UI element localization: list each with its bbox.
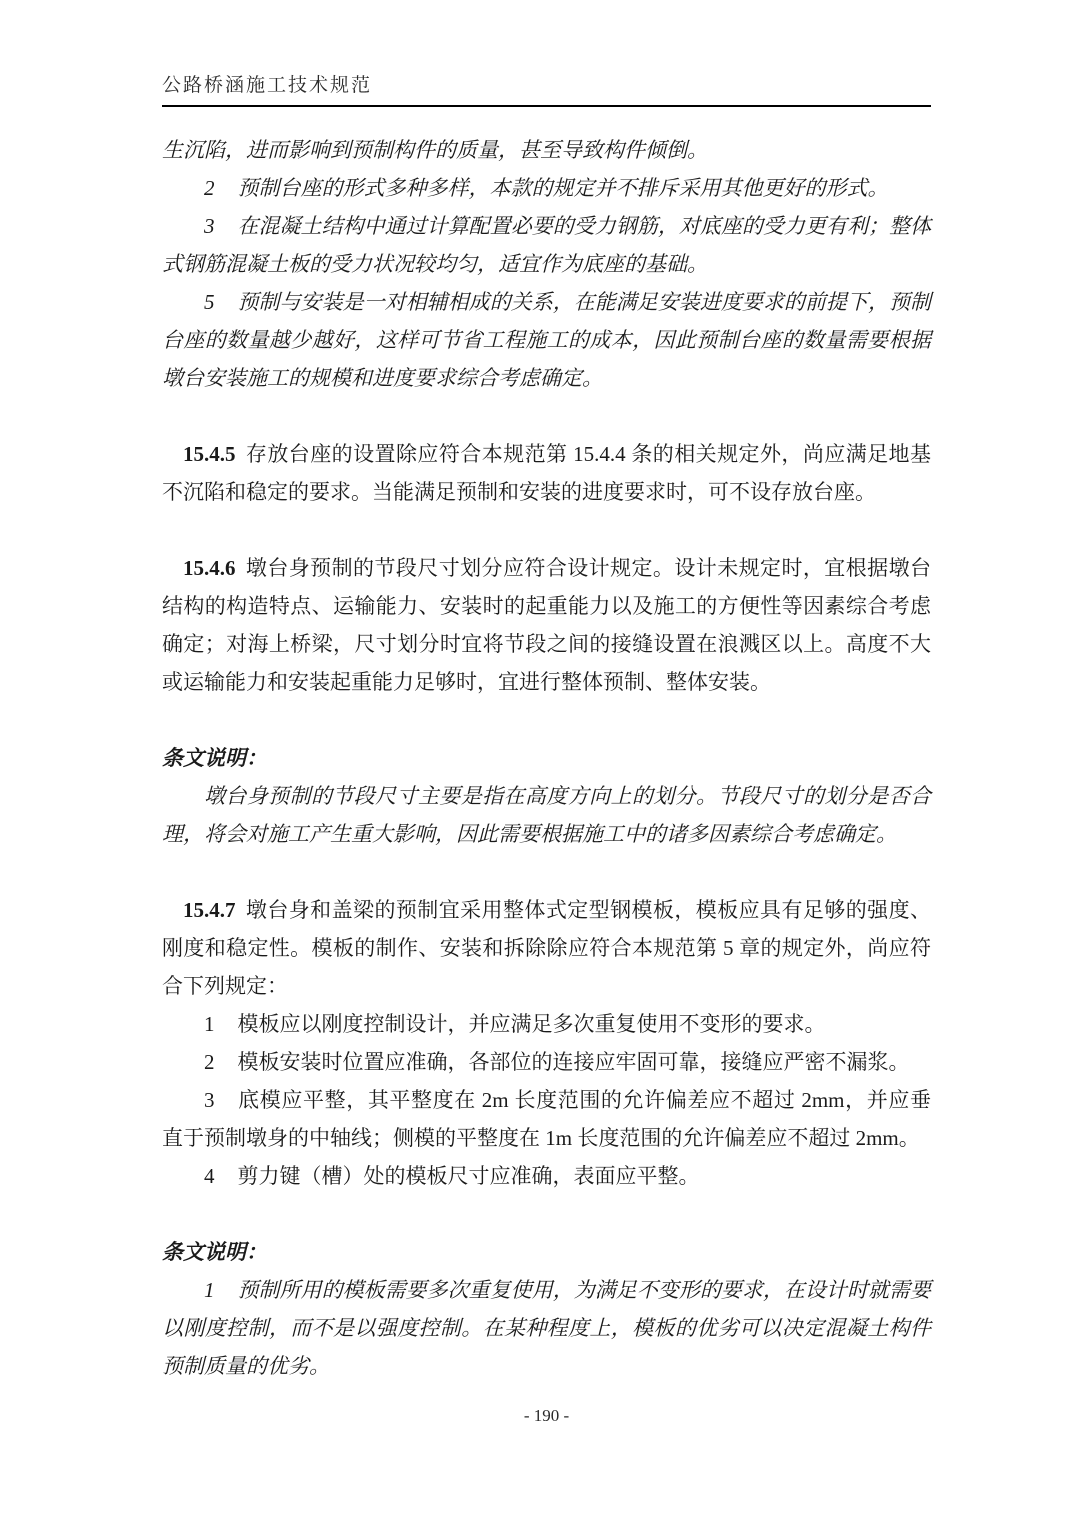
clause-text: 存放台座的设置除应符合本规范第 15.4.4 条的相关规定外，尚应满足地基不沉陷和稳定的要求。当能满足预制和安装的进度要求时，可不设存放台座。 [162,442,931,504]
body-paragraph-text: 墩台身预制的节段尺寸主要是指在高度方向上的划分。节段尺寸的划分是否合理，将会对施工产生重大影响，因此需要根据施工中的诸多因素综合考虑确定。 [162,784,931,846]
item-text: 剪力键（槽）处的模板尺寸应准确，表面应平整。 [237,1164,700,1188]
item-number: 2 [204,1050,215,1074]
page-number: - 190 - [523,1406,570,1425]
body-paragraph-text: 生沉陷，进而影响到预制构件的质量，甚至导致构件倾倒。 [162,138,708,162]
clause-number: 15.4.7 [183,898,236,922]
clause-paragraph-15.4.7 [162,891,931,1005]
item-text: 预制与安装是一对相辅相成的关系，在能满足安装进度要求的前提下，预制台座的数量越少越好，这样可节省工程施工的成本，因此预制台座的数量需要根据墩台安装施工的规模和进度要求综合考虑确定。 [162,290,931,390]
item-number: 2 [204,176,215,200]
page-footer [162,1404,931,1428]
numbered-item [162,207,931,283]
item-number: 5 [204,290,215,314]
item-text: 预制台座的形式多种多样，本款的规定并不排斥采用其他更好的形式。 [237,176,889,200]
item-text: 底模应平整，其平整度在 2m 长度范围的允许偏差应不超过 2mm，并应垂直于预制墩身的中轴线；侧模的平整度在 1m 长度范围的允许偏差应不超过 2mm。 [162,1088,931,1150]
running-header [162,74,931,107]
clause-number: 15.4.6 [183,556,236,580]
item-number: 3 [204,1088,215,1112]
item-text: 预制所用的模板需要多次重复使用，为满足不变形的要求，在设计时就需要以刚度控制，而不是以强度控制。在某种程度上，模板的优劣可以决定混凝土构件预制质量的优劣。 [162,1278,931,1378]
numbered-item [162,1043,931,1081]
clause-paragraph-15.4.6 [162,549,931,701]
item-text: 在混凝土结构中通过计算配置必要的受力钢筋，对底座的受力更有利；整体式钢筋混凝土板的受力状况较均匀，适宜作为底座的基础。 [162,214,931,276]
item-number: 1 [204,1012,215,1036]
numbered-item [162,169,931,207]
clause-text: 墩台身预制的节段尺寸划分应符合设计规定。设计未规定时，宜根据墩台结构的构造特点、运输能力、安装时的起重能力以及施工的方便性等因素综合考虑确定；对海上桥梁，尺寸划分时宜将节段之间的接缝设置在浪溅区以上。高度不大或运输能力和安装起重能力足够时，宜进行整体预制、整体安装。 [162,556,931,694]
body-paragraph [162,131,931,169]
document-body [162,131,931,1385]
numbered-item [162,283,931,397]
item-number: 3 [204,214,215,238]
item-number: 4 [204,1164,215,1188]
item-text: 模板安装时位置应准确，各部位的连接应牢固可靠，接缝应严密不漏浆。 [237,1050,910,1074]
numbered-item [162,1081,931,1157]
numbered-item [162,1005,931,1043]
numbered-item [162,1157,931,1195]
body-paragraph [162,777,931,853]
numbered-item [162,1271,931,1385]
commentary-label-text: 条文说明： [162,746,267,770]
commentary-label [162,1233,931,1271]
clause-paragraph-15.4.5 [162,435,931,511]
item-number: 1 [204,1278,215,1302]
header-rule [162,105,931,107]
running-header-title: 公路桥涵施工技术规范 [162,75,373,96]
commentary-label-text: 条文说明： [162,1240,267,1264]
commentary-label [162,739,931,777]
item-text: 模板应以刚度控制设计，并应满足多次重复使用不变形的要求。 [237,1012,826,1036]
clause-text: 墩台身和盖梁的预制宜采用整体式定型钢模板，模板应具有足够的强度、刚度和稳定性。模板的制作、安装和拆除除应符合本规范第 5 章的规定外，尚应符合下列规定： [162,898,931,998]
clause-number: 15.4.5 [183,442,236,466]
